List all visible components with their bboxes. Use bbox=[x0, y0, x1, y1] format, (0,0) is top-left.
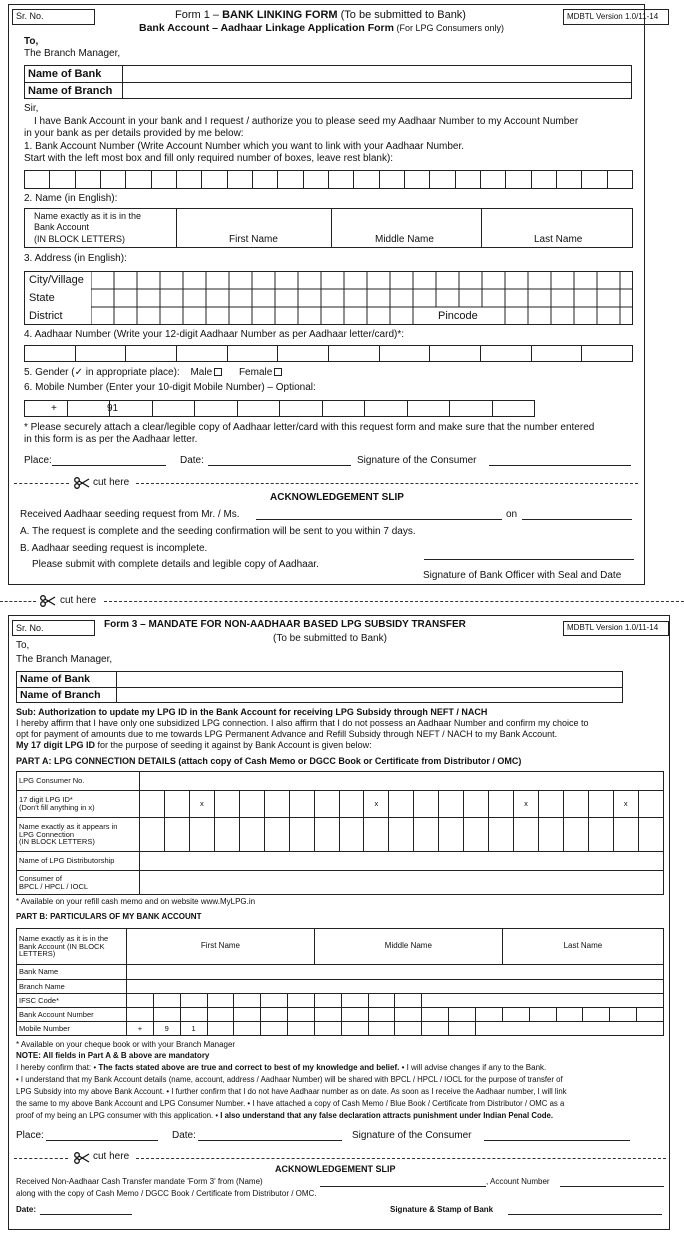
row-label-line: Bank Account (IN BLOCK bbox=[19, 941, 105, 951]
mobile-cell[interactable] bbox=[395, 1022, 422, 1036]
form1-account-number-boxes[interactable] bbox=[24, 170, 633, 189]
lpg-id-cell[interactable] bbox=[489, 791, 514, 818]
form3-to: To, bbox=[16, 640, 30, 651]
consumer-of-input[interactable] bbox=[140, 871, 664, 895]
form3-title bbox=[104, 620, 466, 630]
name-cell[interactable] bbox=[314, 818, 339, 852]
form1-q1-b: Start with the left most box and fill only required number of boxes, leave rest blank): bbox=[24, 153, 394, 164]
form1-sr-no-label: Sr. No. bbox=[16, 11, 44, 21]
form3-ack-2: along with the copy of Cash Memo / DGCC Book / Certificate from Distributor / OMC. bbox=[16, 1189, 317, 1198]
lpg-id-x-cell: x bbox=[613, 791, 638, 818]
ifsc-cell[interactable] bbox=[127, 994, 154, 1008]
form3-affirm-1: I hereby affirm that I have only one subsidized LPG connection. I also affirm that I do not possess an Aadhaar Number and confirm my choice to bbox=[16, 718, 589, 728]
name-cell[interactable] bbox=[214, 818, 239, 852]
row-label: Bank Account Number bbox=[17, 1008, 127, 1022]
form1-cut-here: cut here bbox=[93, 477, 130, 488]
form1-name-exact-3: (IN BLOCK LETTERS) bbox=[34, 234, 126, 244]
name-cell[interactable] bbox=[414, 818, 439, 852]
form3-ack-date-line[interactable] bbox=[40, 1206, 132, 1215]
account-cell[interactable] bbox=[288, 1008, 315, 1022]
lpg-id-x-cell: x bbox=[364, 791, 389, 818]
scissors-icon bbox=[74, 1152, 90, 1164]
lpg-id-cell[interactable] bbox=[164, 791, 189, 818]
form1-cut-line-left bbox=[14, 483, 69, 484]
row-label-line: (IN BLOCK LETTERS) bbox=[19, 837, 95, 847]
account-cell[interactable] bbox=[127, 1008, 154, 1022]
row-label-line: Consumer of bbox=[19, 873, 62, 883]
form3-date-line[interactable] bbox=[198, 1131, 342, 1141]
row-label-line: 17 digit LPG ID* bbox=[19, 795, 73, 805]
ifsc-cell[interactable] bbox=[261, 994, 288, 1008]
between-cut-line-right bbox=[104, 601, 684, 602]
form3-ack-sign: Signature & Stamp of Bank bbox=[390, 1205, 494, 1214]
form1-sir: Sir, bbox=[24, 103, 39, 114]
form1-ack-sign-line[interactable] bbox=[424, 550, 634, 560]
mobile-cell[interactable] bbox=[368, 1022, 395, 1036]
lpg-id-cell[interactable] bbox=[539, 791, 564, 818]
account-cell[interactable] bbox=[449, 1008, 476, 1022]
between-cut-line-left bbox=[0, 601, 36, 602]
form3-sub: Sub: Authorization to update my LPG ID in the Bank Account for receiving LPG Subsidy through NEFT / NACH bbox=[16, 707, 488, 717]
form3-part-b: PART B: PARTICULARS OF MY BANK ACCOUNT bbox=[16, 912, 202, 921]
form3-confirm-1c: • I will advise changes if any to the Bank. bbox=[399, 1063, 547, 1072]
form1-q4: 4. Aadhaar Number (Write your 12-digit Aadhaar Number as per Aadhaar letter/card)*: bbox=[24, 329, 405, 340]
name-cell[interactable] bbox=[613, 818, 638, 852]
row-label-line: LETTERS) bbox=[19, 949, 56, 959]
form1-male-checkbox[interactable] bbox=[214, 368, 222, 376]
mobile-cell[interactable] bbox=[234, 1022, 261, 1036]
row-label: Name of LPG Distributorship bbox=[17, 852, 140, 871]
name-cell[interactable] bbox=[464, 818, 489, 852]
name-cell[interactable] bbox=[189, 818, 214, 852]
middle-name-label: Middle Name bbox=[384, 941, 432, 951]
form3-confirm-2: • I understand that my Bank Account details (name, account, address / Aadhaar Number) will be shared with BPCL / HPCL / IOCL for the purpose of transfer of bbox=[16, 1075, 563, 1084]
lpg-id-cell[interactable] bbox=[289, 791, 314, 818]
mobile-plus-cell: + bbox=[127, 1022, 154, 1036]
table-row bbox=[17, 965, 664, 980]
form3-confirm-4: the same to my above Bank Account and LPG Consumer Number. • I have attached a copy of Cash Memo / Blue Book / Certificate from Distributor / OMC as a bbox=[16, 1099, 565, 1108]
mobile-1-cell: 1 bbox=[180, 1022, 207, 1036]
form1-to: To, bbox=[24, 36, 39, 47]
form3-subtitle: (To be submitted to Bank) bbox=[273, 633, 387, 644]
row-label bbox=[17, 929, 127, 965]
form1-branch-manager: The Branch Manager, bbox=[24, 48, 121, 59]
ifsc-cell[interactable] bbox=[207, 994, 234, 1008]
row-label-line: Name exactly as it appears in bbox=[19, 821, 118, 831]
form1-q2: 2. Name (in English): bbox=[24, 193, 118, 204]
name-cell[interactable] bbox=[289, 818, 314, 852]
row-label bbox=[17, 871, 140, 895]
form3-signature-line[interactable] bbox=[484, 1131, 630, 1141]
ifsc-cell[interactable] bbox=[153, 994, 180, 1008]
form1-pincode-label: Pincode bbox=[438, 310, 478, 322]
form1-ack-on: on bbox=[506, 509, 518, 520]
account-cell[interactable] bbox=[153, 1008, 180, 1022]
table-row bbox=[17, 1022, 664, 1036]
first-name-label: First Name bbox=[200, 941, 241, 951]
form1-ack-b2: Please submit with complete details and legible copy of Aadhaar. bbox=[32, 559, 319, 570]
form1-place-line[interactable] bbox=[52, 456, 166, 466]
form3-title-main: MANDATE FOR NON-AADHAAR BASED LPG SUBSIDY TRANSFER bbox=[148, 619, 466, 630]
form1-name-col-2 bbox=[331, 208, 332, 248]
ifsc-cell[interactable] bbox=[288, 994, 315, 1008]
form1-title-suffix: (To be submitted to Bank) bbox=[337, 9, 466, 21]
row-label: IFSC Code* bbox=[17, 994, 127, 1008]
form3-ack-sign-line[interactable] bbox=[508, 1206, 662, 1215]
ifsc-cell[interactable] bbox=[234, 994, 261, 1008]
form1-middle-name: Middle Name bbox=[375, 234, 434, 245]
account-cell[interactable] bbox=[180, 1008, 207, 1022]
form1-ack-name-line[interactable] bbox=[256, 510, 502, 520]
row-label-line: Name exactly as it is in the bbox=[19, 933, 109, 943]
lpg-id-cell[interactable] bbox=[339, 791, 364, 818]
account-cell[interactable] bbox=[637, 1008, 664, 1022]
form1-version: MDBTL Version 1.0/11-14 bbox=[567, 12, 659, 21]
name-cell[interactable] bbox=[164, 818, 189, 852]
table-row bbox=[17, 818, 664, 852]
name-cell[interactable] bbox=[339, 818, 364, 852]
lpg-id-cell[interactable] bbox=[414, 791, 439, 818]
form1-q5-label: 5. Gender (✓ in appropriate place): bbox=[24, 367, 180, 378]
form3-ack-name-line[interactable] bbox=[320, 1178, 486, 1187]
lpg-id-cell[interactable] bbox=[563, 791, 588, 818]
account-cell[interactable] bbox=[556, 1008, 583, 1022]
account-cell[interactable] bbox=[475, 1008, 502, 1022]
form1-title-main: BANK LINKING FORM bbox=[222, 9, 338, 21]
form1-name-col-1 bbox=[176, 208, 177, 248]
mobile-cell[interactable] bbox=[288, 1022, 315, 1036]
form1-q5 bbox=[24, 368, 282, 378]
form1-intro-2: in your bank as per details provided by me below: bbox=[24, 128, 244, 139]
mobile-cell[interactable] bbox=[314, 1022, 341, 1036]
form3-bank-table-col bbox=[116, 671, 117, 703]
form3-version: MDBTL Version 1.0/11-14 bbox=[567, 623, 659, 632]
consumer-no-input[interactable] bbox=[140, 772, 664, 791]
form1-subtitle bbox=[139, 23, 504, 34]
form1-ack-date-line[interactable] bbox=[522, 510, 632, 520]
form1-title bbox=[175, 10, 466, 21]
form1-mobile-boxes[interactable] bbox=[24, 400, 535, 417]
row-label: Bank Name bbox=[17, 965, 127, 980]
ifsc-cell[interactable] bbox=[395, 994, 422, 1008]
mobile-cell[interactable] bbox=[341, 1022, 368, 1036]
form1-name-exact-2: Bank Account bbox=[34, 222, 90, 232]
mobile-cell[interactable] bbox=[261, 1022, 288, 1036]
account-cell[interactable] bbox=[395, 1008, 422, 1022]
name-cell[interactable] bbox=[539, 818, 564, 852]
mobile-cell[interactable] bbox=[207, 1022, 234, 1036]
form3-branch-input[interactable] bbox=[118, 688, 621, 702]
form3-signature-label: Signature of the Consumer bbox=[352, 1130, 472, 1141]
form1-signature-line[interactable] bbox=[489, 456, 631, 466]
ifsc-cell[interactable] bbox=[341, 994, 368, 1008]
lpg-id-cell[interactable] bbox=[638, 791, 663, 818]
row-label-line: LPG Connection bbox=[19, 829, 75, 839]
lpg-id-x-cell: x bbox=[189, 791, 214, 818]
form1-aadhaar-boxes[interactable] bbox=[24, 345, 633, 362]
form1-place-label: Place: bbox=[24, 455, 52, 466]
form1-first-name: First Name bbox=[229, 234, 278, 245]
form3-cut-here: cut here bbox=[93, 1151, 130, 1162]
lpg-id-cell[interactable] bbox=[140, 791, 165, 818]
account-cell[interactable] bbox=[583, 1008, 610, 1022]
form1-name-col-3 bbox=[481, 208, 482, 248]
form1-date-line[interactable] bbox=[208, 456, 351, 466]
form3-name-of-bank: Name of Bank bbox=[20, 673, 91, 685]
account-cell[interactable] bbox=[422, 1008, 449, 1022]
name-cell[interactable] bbox=[239, 818, 264, 852]
name-cell[interactable] bbox=[489, 818, 514, 852]
name-cell[interactable] bbox=[563, 818, 588, 852]
form1-last-name: Last Name bbox=[534, 234, 583, 245]
form1-cut-line-right bbox=[136, 483, 638, 484]
account-cell[interactable] bbox=[314, 1008, 341, 1022]
form3-note-mandatory: NOTE: All fields in Part A & B above are mandatory bbox=[16, 1051, 210, 1060]
form1-ack-title: ACKNOWLEDGEMENT SLIP bbox=[270, 492, 404, 503]
account-cell[interactable] bbox=[341, 1008, 368, 1022]
mobile-9-cell: 9 bbox=[153, 1022, 180, 1036]
form1-city-label: City/Village bbox=[29, 274, 84, 286]
between-cut-here: cut here bbox=[60, 595, 97, 606]
lpg-id-cell[interactable] bbox=[464, 791, 489, 818]
mobile-blank bbox=[475, 1022, 663, 1036]
form3-confirm-5a: proof of my being an LPG consumer with this application. • bbox=[16, 1111, 221, 1120]
distributorship-input[interactable] bbox=[140, 852, 664, 871]
name-cell[interactable] bbox=[264, 818, 289, 852]
form1-subtitle-note: (For LPG Consumers only) bbox=[393, 23, 504, 33]
ifsc-cell[interactable] bbox=[368, 994, 395, 1008]
form1-bank-table-col bbox=[122, 65, 123, 99]
account-cell[interactable] bbox=[610, 1008, 637, 1022]
row-label bbox=[17, 791, 140, 818]
form3-confirm-3: LPG Subsidy into my above Bank Account. • I further confirm that I do not have Aadhaar number as on date. As soon as I receive the Aadhaar number, I will link bbox=[16, 1087, 567, 1096]
lpg-id-cell[interactable] bbox=[214, 791, 239, 818]
account-cell[interactable] bbox=[207, 1008, 234, 1022]
form1-title-prefix: Form 1 – bbox=[175, 9, 223, 21]
middle-name-cell[interactable] bbox=[314, 929, 502, 965]
form1-name-of-bank: Name of Bank bbox=[28, 68, 102, 80]
account-cell[interactable] bbox=[502, 1008, 529, 1022]
form3-sr-no-label: Sr. No. bbox=[16, 623, 44, 633]
ifsc-cell[interactable] bbox=[180, 994, 207, 1008]
form3-branch-manager: The Branch Manager, bbox=[16, 654, 113, 665]
row-label-line: (Don't fill anything in x) bbox=[19, 803, 95, 812]
form1-mobile-code: 91 bbox=[107, 403, 119, 414]
ifsc-cell[interactable] bbox=[314, 994, 341, 1008]
form3-name-of-branch: Name of Branch bbox=[20, 689, 101, 701]
row-label bbox=[17, 818, 140, 852]
lpg-id-x-cell: x bbox=[514, 791, 539, 818]
form3-confirm-1 bbox=[16, 1064, 546, 1072]
form1-address-boxes[interactable] bbox=[91, 271, 633, 325]
form1-female-label: Female bbox=[238, 367, 273, 378]
name-cell[interactable] bbox=[588, 818, 613, 852]
form1-q1-a: 1. Bank Account Number (Write Account Number which you want to link with your Aadhaar Number. bbox=[24, 141, 465, 152]
form3-part-a: PART A: LPG CONNECTION DETAILS (attach copy of Cash Memo or DGCC Book or Certificate from Distributor / OMC) bbox=[16, 756, 522, 766]
form1-signature-label: Signature of the Consumer bbox=[357, 455, 477, 466]
last-name-label: Last Name bbox=[563, 941, 603, 951]
form3-ack-date: Date: bbox=[16, 1205, 37, 1214]
form1-state-label: State bbox=[29, 292, 55, 304]
form1-ack-received: Received Aadhaar seeding request from Mr. / Ms. bbox=[20, 509, 240, 520]
form3-date-label: Date: bbox=[172, 1130, 196, 1141]
form3-place-line[interactable] bbox=[46, 1131, 158, 1141]
name-cell[interactable] bbox=[514, 818, 539, 852]
form3-title-prefix: Form 3 – bbox=[104, 619, 149, 630]
account-cell[interactable] bbox=[368, 1008, 395, 1022]
scissors-icon bbox=[74, 477, 90, 489]
lpg-id-cell[interactable] bbox=[389, 791, 414, 818]
form3-lpg-id-rest: for the purpose of seeding it against by Bank Account is given below: bbox=[95, 740, 372, 750]
table-row bbox=[17, 791, 664, 818]
row-label-line: BPCL / HPCL / IOCL bbox=[19, 881, 89, 891]
row-label: LPG Consumer No. bbox=[17, 772, 140, 791]
form3-part-b-table bbox=[16, 928, 664, 1036]
form3-ack-title: ACKNOWLEDGEMENT SLIP bbox=[275, 1164, 396, 1174]
form1-female-checkbox[interactable] bbox=[274, 368, 282, 376]
table-row bbox=[17, 871, 664, 895]
first-name-cell[interactable] bbox=[127, 929, 315, 965]
table-row bbox=[17, 772, 664, 791]
form1-mobile-plus: + bbox=[51, 403, 57, 414]
table-row bbox=[17, 1008, 664, 1022]
table-row bbox=[17, 980, 664, 994]
form3-confirm-5 bbox=[16, 1112, 553, 1120]
form3-ack-1: Received Non-Aadhaar Cash Transfer mandate 'Form 3' from (Name) bbox=[16, 1177, 263, 1186]
form1-name-exact-1: Name exactly as it is in the bbox=[34, 211, 142, 221]
form3-cut-line-right bbox=[136, 1158, 666, 1159]
form3-part-a-table bbox=[16, 771, 664, 895]
form3-lpg-id-bold: My 17 digit LPG ID bbox=[16, 740, 96, 750]
form3-confirm-1b: The facts stated above are true and correct to best of my knowledge and belief. bbox=[98, 1063, 400, 1072]
form1-bank-input[interactable] bbox=[124, 66, 630, 81]
lpg-id-cell[interactable] bbox=[264, 791, 289, 818]
form1-q6: 6. Mobile Number (Enter your 10-digit Mobile Number) – Optional: bbox=[24, 382, 316, 393]
name-cell[interactable] bbox=[389, 818, 414, 852]
form1-q3: 3. Address (in English): bbox=[24, 253, 127, 264]
name-cell[interactable] bbox=[638, 818, 663, 852]
form1-intro-1: I have Bank Account in your bank and I request / authorize you to please seed my Aadhaar Number to my Account Number bbox=[34, 116, 579, 127]
form1-note-1: * Please securely attach a clear/legible copy of Aadhaar letter/card with this request form and make sure that the number entered bbox=[24, 422, 595, 433]
name-cell[interactable] bbox=[439, 818, 464, 852]
form1-ack-sign: Signature of Bank Officer with Seal and Date bbox=[423, 570, 622, 581]
last-name-cell[interactable] bbox=[502, 929, 663, 965]
bank-name-input[interactable] bbox=[127, 965, 664, 980]
form3-confirm-5b: I also understand that any false declaration attracts punishment under Indian Penal Code. bbox=[220, 1111, 554, 1120]
table-row bbox=[17, 852, 664, 871]
form1-date-label: Date: bbox=[180, 455, 204, 466]
form3-cut-line-left bbox=[14, 1158, 68, 1159]
form3-avail-note: * Available on your refill cash memo and on website www.MyLPG.in bbox=[16, 897, 256, 906]
lpg-id-cell[interactable] bbox=[439, 791, 464, 818]
form3-place-label: Place: bbox=[16, 1130, 44, 1141]
name-cell[interactable] bbox=[140, 818, 165, 852]
form3-confirm-1a: I hereby confirm that: • bbox=[16, 1063, 99, 1072]
table-row bbox=[17, 929, 664, 965]
form1-ack-a: A. The request is complete and the seeding confirmation will be sent to you within 7 days. bbox=[20, 526, 416, 537]
account-cell[interactable] bbox=[261, 1008, 288, 1022]
lpg-id-cell[interactable] bbox=[239, 791, 264, 818]
form1-subtitle-main: Bank Account – Aadhaar Linkage Application Form bbox=[139, 22, 394, 34]
form1-male-label: Male bbox=[190, 367, 213, 378]
form1-district-label: District bbox=[29, 310, 63, 322]
form3-affirm-2: opt for payment of amounts due to me towards LPG Permanent Advance and Refill Subsidy through NEFT / NACH to my Bank Account. bbox=[16, 729, 558, 739]
row-label: Mobile Number bbox=[17, 1022, 127, 1036]
form3-ack-account-line[interactable] bbox=[560, 1178, 664, 1187]
form1-note-2: in this form is as per the Aadhaar letter. bbox=[24, 434, 198, 445]
account-cell[interactable] bbox=[529, 1008, 556, 1022]
scissors-icon bbox=[40, 595, 56, 607]
mobile-cell[interactable] bbox=[422, 1022, 449, 1036]
ifsc-blank bbox=[422, 994, 664, 1008]
form1-ack-b: B. Aadhaar seeding request is incomplete. bbox=[20, 543, 208, 554]
lpg-id-cell[interactable] bbox=[588, 791, 613, 818]
branch-name-input[interactable] bbox=[127, 980, 664, 994]
name-cell[interactable] bbox=[364, 818, 389, 852]
row-label: Branch Name bbox=[17, 980, 127, 994]
form3-bank-input[interactable] bbox=[118, 672, 621, 686]
form1-branch-input[interactable] bbox=[124, 83, 630, 98]
lpg-id-cell[interactable] bbox=[314, 791, 339, 818]
mobile-cell[interactable] bbox=[449, 1022, 476, 1036]
form3-ack-account: , Account Number bbox=[486, 1177, 550, 1186]
table-row bbox=[17, 994, 664, 1008]
form3-avail-note-b: * Available on your cheque book or with your Branch Manager bbox=[16, 1040, 236, 1049]
account-cell[interactable] bbox=[234, 1008, 261, 1022]
form1-name-of-branch: Name of Branch bbox=[28, 85, 113, 97]
form3-lpg-id-line bbox=[16, 741, 372, 750]
